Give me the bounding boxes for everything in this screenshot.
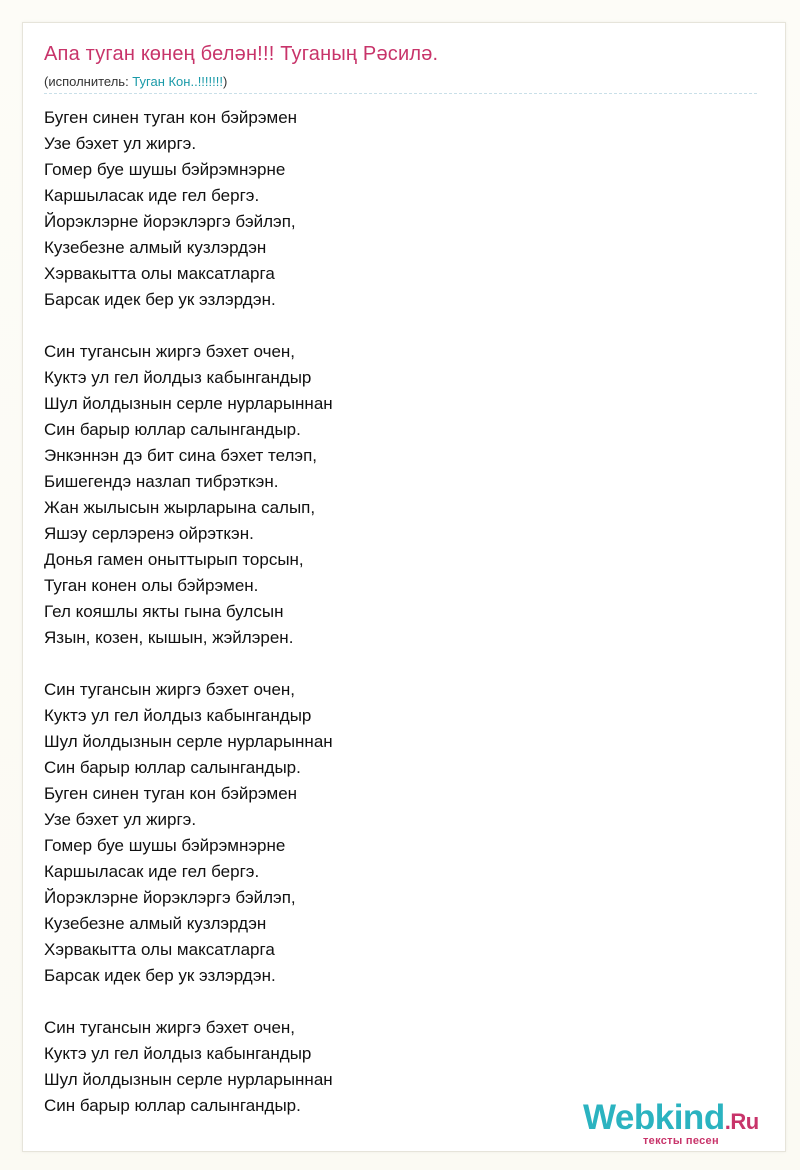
lyric-line: Куктэ ул гел йолдыз кабынгандыр: [44, 368, 312, 387]
lyric-line: Шул йолдызнын серле нурларыннан: [44, 732, 333, 751]
lyric-line: Куктэ ул гел йолдыз кабынгандыр: [44, 1044, 312, 1063]
lyric-line: Бишегендэ назлап тибрэткэн.: [44, 472, 279, 491]
lyric-line: Кузебезне алмый кузлэрдэн: [44, 914, 267, 933]
lyric-line: Гел кояшлы якты гына булсын: [44, 602, 284, 621]
lyric-line: Энкэннэн дэ бит сина бэхет телэп,: [44, 446, 318, 465]
lyric-line: Каршыласак иде гел бергэ.: [44, 186, 260, 205]
logo-main-text: Webkind: [583, 1098, 725, 1137]
lyrics-stanza: [44, 677, 744, 989]
logo-tagline: тексты песен: [643, 1135, 719, 1147]
lyric-line: Син тугансын жиргэ бэхет очен,: [44, 342, 296, 361]
lyric-line: Шул йолдызнын серле нурларыннан: [44, 1070, 333, 1089]
lyric-line: Син тугансын жиргэ бэхет очен,: [44, 680, 296, 699]
lyric-line: Кузебезне алмый кузлэрдэн: [44, 238, 267, 257]
lyrics-stanza: [44, 105, 744, 313]
lyrics-body: [44, 105, 744, 1119]
lyric-line: Гомер буе шушы бэйрэмнэрне: [44, 836, 286, 855]
artist-prefix: (исполнитель:: [44, 74, 133, 89]
lyric-line: Туган конен олы бэйрэмен.: [44, 576, 259, 595]
header-divider: [44, 93, 757, 94]
artist-link[interactable]: Туган Кон..!!!!!!!: [132, 74, 223, 89]
lyric-line: Гомер буе шушы бэйрэмнэрне: [44, 160, 286, 179]
lyric-line: Барсак идек бер ук эзлэрдэн.: [44, 290, 276, 309]
lyric-line: Куктэ ул гел йолдыз кабынгандыр: [44, 706, 312, 725]
lyric-line: Барсак идек бер ук эзлэрдэн.: [44, 966, 276, 985]
lyric-line: Син тугансын жиргэ бэхет очен,: [44, 1018, 296, 1037]
lyric-line: Узе бэхет ул жиргэ.: [44, 134, 197, 153]
lyric-line: Хэрвакытта олы максатларга: [44, 264, 275, 283]
lyric-line: Шул йолдызнын серле нурларыннан: [44, 394, 333, 413]
lyric-line: Язын, козен, кышын, жэйлэрен.: [44, 628, 294, 647]
lyric-line: Донья гамен оныттырып торсын,: [44, 550, 304, 569]
lyric-line: Узе бэхет ул жиргэ.: [44, 810, 197, 829]
artist-line: [44, 74, 227, 89]
logo-suffix-text: .Ru: [724, 1109, 759, 1134]
lyric-line: Хэрвакытта олы максатларга: [44, 940, 275, 959]
lyric-line: Жан жылысын жырларына салып,: [44, 498, 316, 517]
song-title: Апа туган көнең белән!!! Туганың Рәсилә.: [44, 43, 439, 65]
lyric-line: Син барыр юллар салынгандыр.: [44, 758, 301, 777]
artist-suffix: ): [222, 74, 228, 89]
lyric-line: Буген синен туган кон бэйрэмен: [44, 108, 298, 127]
lyric-line: Буген синен туган кон бэйрэмен: [44, 784, 298, 803]
lyric-line: Яшэу серлэренэ ойрэткэн.: [44, 524, 254, 543]
lyrics-stanza: [44, 339, 744, 651]
lyric-line: Син барыр юллар салынгандыр.: [44, 1096, 301, 1115]
lyric-line: Каршыласак иде гел бергэ.: [44, 862, 260, 881]
lyric-line: Син барыр юллар салынгандыр.: [44, 420, 301, 439]
webkind-logo[interactable]: [583, 1098, 778, 1148]
lyric-line: Йорэклэрне йорэклэргэ бэйлэп,: [44, 212, 296, 231]
lyric-line: Йорэклэрне йорэклэргэ бэйлэп,: [44, 888, 296, 907]
